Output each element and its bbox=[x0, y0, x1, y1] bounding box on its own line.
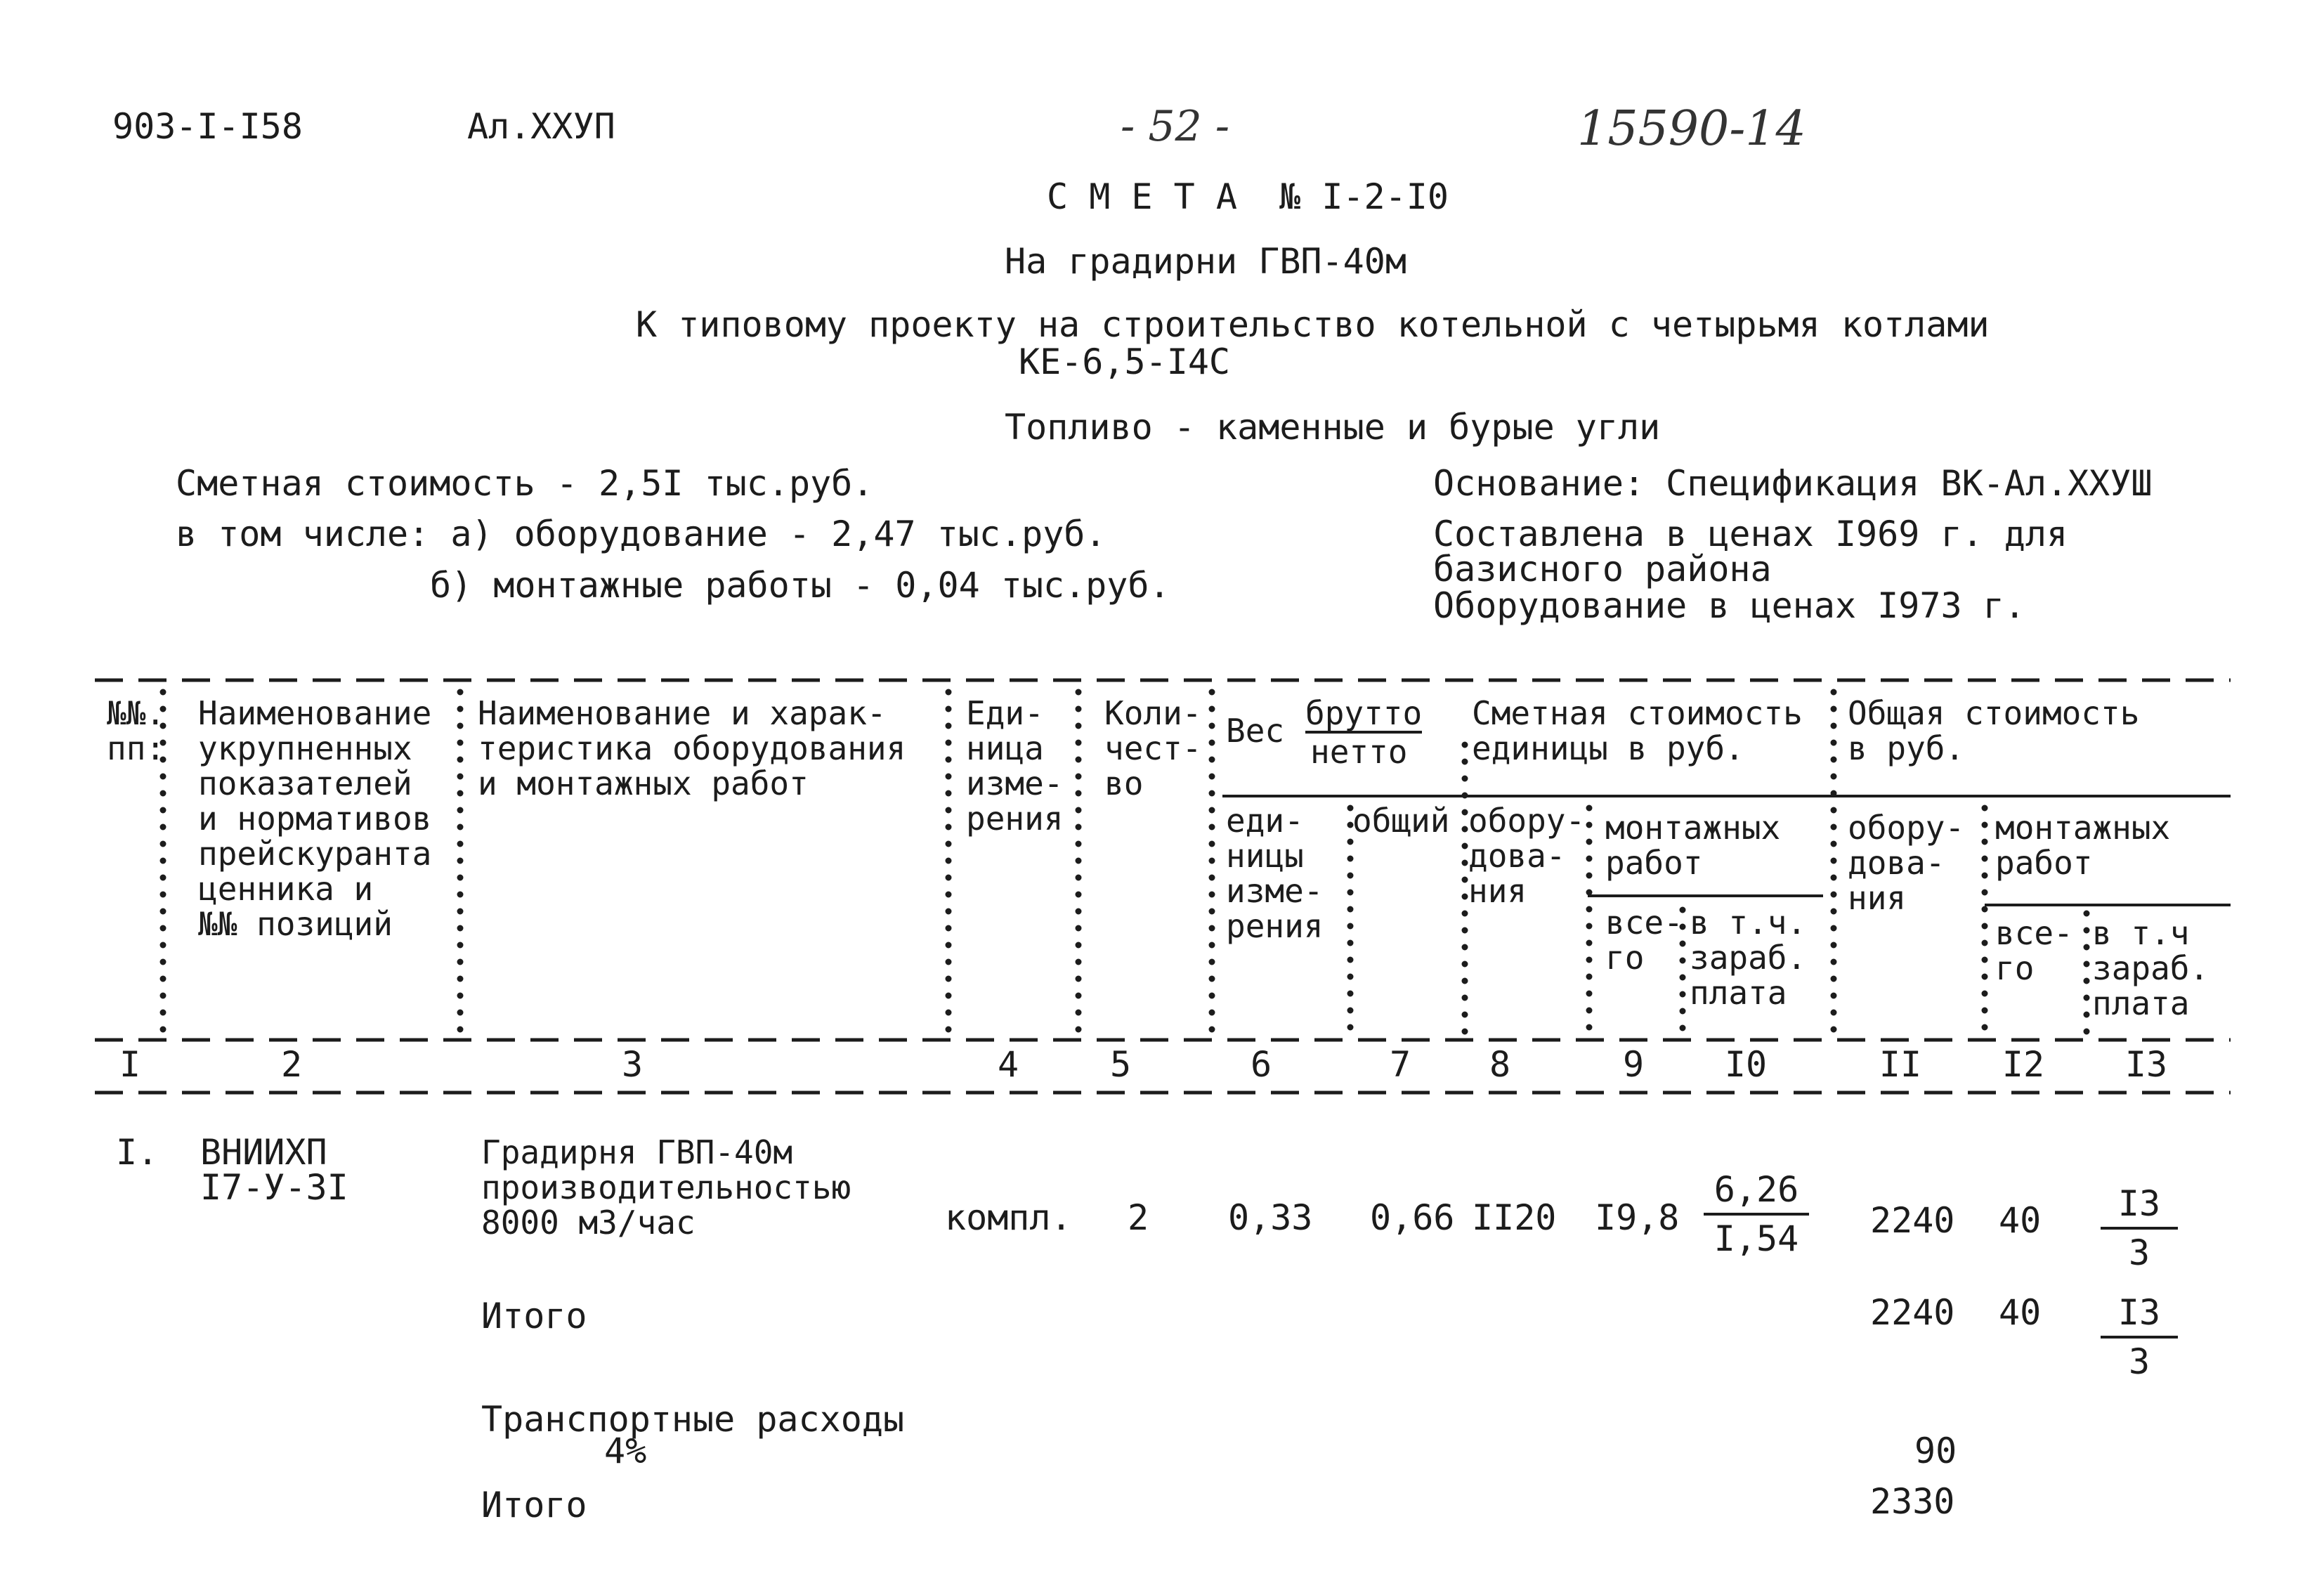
row-wage-unit-bottom: I,54 bbox=[1713, 1218, 1799, 1259]
prices-line-2: базисного района bbox=[1433, 549, 1772, 590]
row-wage-total-fraction bbox=[2101, 1183, 2178, 1273]
header-col-7: общий bbox=[1352, 802, 1450, 840]
col-number-8: 8 bbox=[1489, 1044, 1511, 1085]
subtotal-2-equip-total: 2330 bbox=[1870, 1481, 1955, 1522]
page-number: - 52 - bbox=[1121, 102, 1230, 151]
col-number-4: 4 bbox=[997, 1044, 1019, 1085]
row-wage-unit-top: 6,26 bbox=[1713, 1169, 1799, 1210]
header-mount-1: монтажных работ bbox=[1605, 809, 1781, 882]
object-title: На градирни ГВП-40м bbox=[1005, 241, 1406, 282]
handwritten-number: 15590-14 bbox=[1577, 101, 1806, 157]
header-col-5: Коли- чест- во bbox=[1104, 694, 1202, 802]
header-weight: Вес bbox=[1226, 712, 1285, 750]
header-col-4: Еди- ница изме- рения bbox=[966, 694, 1064, 838]
transport-label: Транспортные расходы bbox=[481, 1399, 905, 1440]
prices-line-1: Составлена в ценах I969 г. для bbox=[1433, 514, 2068, 554]
fraction-bar bbox=[1704, 1213, 1809, 1216]
row-equip-unit-cost: II20 bbox=[1472, 1197, 1557, 1238]
row-quantity: 2 bbox=[1128, 1197, 1149, 1238]
col-number-13: I3 bbox=[2124, 1044, 2168, 1085]
subtotal-1-label: Итого bbox=[481, 1296, 587, 1336]
transport-equip-total: 90 bbox=[1914, 1431, 1957, 1471]
fraction-bar bbox=[2101, 1227, 2178, 1230]
prices-line-3: Оборудование в ценах I973 г. bbox=[1433, 585, 2025, 626]
row-wage-total-bottom: 3 bbox=[2128, 1232, 2150, 1273]
subtotal-1-wage-fraction bbox=[2101, 1292, 2178, 1382]
subtotal-1-wage-top: I3 bbox=[2117, 1292, 2161, 1333]
subtotal-1-mount-total: 40 bbox=[1999, 1292, 2042, 1333]
header-col-13: в т.ч зараб. плата bbox=[2092, 914, 2209, 1022]
header-mount-2: монтажных работ bbox=[1995, 809, 2171, 882]
subtotal-1-equip-total: 2240 bbox=[1870, 1292, 1955, 1333]
transport-percent: 4% bbox=[604, 1431, 647, 1471]
row-unit: компл. bbox=[945, 1197, 1072, 1238]
header-col-10: в т.ч. зараб. плата bbox=[1690, 904, 1807, 1012]
col-number-2: 2 bbox=[280, 1044, 303, 1085]
col-number-1: I bbox=[119, 1044, 141, 1085]
col-number-10: I0 bbox=[1724, 1044, 1768, 1085]
header-col-12: все- го bbox=[1995, 914, 2073, 987]
header-brutto: брутто bbox=[1305, 694, 1423, 732]
row-weight-unit: 0,33 bbox=[1228, 1197, 1313, 1238]
header-col-8: обору- дова- ния bbox=[1468, 802, 1586, 910]
row-number: I. bbox=[116, 1132, 159, 1173]
header-col-6: еди- ницы изме- рения bbox=[1226, 802, 1324, 945]
project-line-2: КЕ-6,5-I4С bbox=[1019, 341, 1231, 382]
album-number: Ал.ХХУП bbox=[467, 106, 615, 147]
header-col-2: Наименование укрупненных показателей и нормативов прейскуранта ценника и №№ позиций bbox=[198, 694, 432, 943]
row-mount-unit-cost: I9,8 bbox=[1595, 1197, 1680, 1238]
document-code: 903-I-I58 bbox=[112, 106, 303, 147]
row-wage-unit-fraction bbox=[1704, 1169, 1809, 1259]
col-number-11: II bbox=[1879, 1044, 1922, 1085]
row-mount-total: 40 bbox=[1999, 1200, 2042, 1241]
estimate-title: С М Е Т А № I-2-I0 bbox=[1047, 176, 1449, 217]
basis: Основание: Спецификация ВК-Ал.ХХУШ bbox=[1433, 463, 2153, 504]
subtotal-2-label: Итого bbox=[481, 1485, 587, 1525]
row-equip-total: 2240 bbox=[1870, 1200, 1955, 1241]
row-weight-total: 0,66 bbox=[1370, 1197, 1455, 1238]
row-price-code: ВНИИХП I7-У-3I bbox=[200, 1132, 348, 1208]
including-mounting: б) монтажные работы - 0,04 тыс.руб. bbox=[430, 565, 1170, 606]
header-unit-cost: Сметная стоимость единицы в руб. bbox=[1472, 694, 1803, 767]
row-wage-total-top: I3 bbox=[2117, 1183, 2161, 1224]
header-netto: нетто bbox=[1310, 733, 1408, 771]
col-number-3: 3 bbox=[621, 1044, 644, 1085]
header-col-1: №№. пп: bbox=[107, 694, 166, 767]
row-equipment-name: Градирня ГВП-40м производительностью 8000 м3/час bbox=[481, 1133, 851, 1242]
header-col-11: обору- дова- ния bbox=[1848, 809, 1965, 917]
header-total-cost: Общая стоимость в руб. bbox=[1848, 694, 2140, 767]
fuel-line: Топливо - каменные и бурые угли bbox=[1005, 407, 1661, 448]
subtotal-1-wage-bottom: 3 bbox=[2128, 1341, 2150, 1382]
col-number-9: 9 bbox=[1622, 1044, 1645, 1085]
col-number-12: I2 bbox=[2002, 1044, 2045, 1085]
project-line-1: К типовому проекту на строительство котельной с четырьмя котлами bbox=[636, 304, 1990, 345]
col-number-5: 5 bbox=[1109, 1044, 1132, 1085]
header-col-9: все- го bbox=[1605, 904, 1683, 977]
including-equipment: в том числе: а) оборудование - 2,47 тыс.руб. bbox=[176, 514, 1106, 554]
col-number-6: 6 bbox=[1250, 1044, 1272, 1085]
fraction-bar bbox=[2101, 1336, 2178, 1339]
header-col-3: Наименование и харак- теристика оборудования и монтажных работ bbox=[478, 694, 906, 802]
col-number-7: 7 bbox=[1389, 1044, 1411, 1085]
cost-total: Сметная стоимость - 2,5I тыс.руб. bbox=[176, 463, 874, 504]
